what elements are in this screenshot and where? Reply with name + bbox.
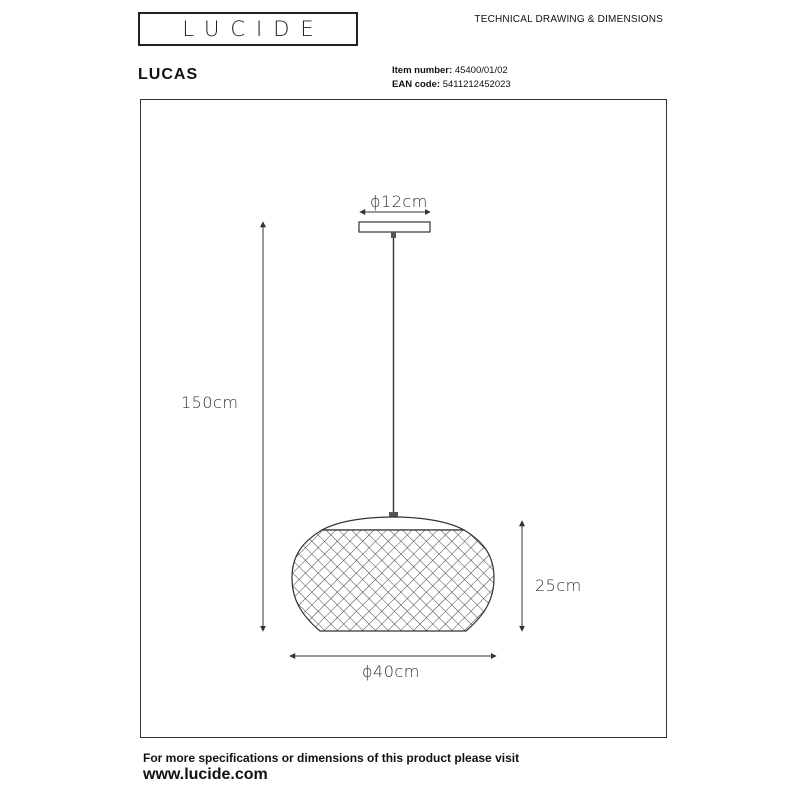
ceiling-canopy <box>359 222 430 232</box>
pendant-shade <box>292 517 494 631</box>
total-height-label: 150cm <box>181 393 239 412</box>
canopy-clip <box>391 232 396 238</box>
document-type: TECHNICAL DRAWING & DIMENSIONS <box>474 14 663 25</box>
shade-mesh-body <box>292 530 494 631</box>
ean-value: 5411212452023 <box>442 79 511 90</box>
shade-height-label: 25cm <box>535 576 582 595</box>
shade-diameter-label: ϕ40cm <box>362 662 420 681</box>
item-number-label: Item number: <box>392 65 453 76</box>
item-number-value: 45400/01/02 <box>454 65 508 76</box>
ean-label: EAN code: <box>392 79 441 90</box>
product-name: LUCAS <box>138 66 199 83</box>
shade-top-cap <box>322 517 464 530</box>
brand-logo-text: LUCIDE <box>182 17 325 41</box>
footer-url[interactable]: www.lucide.com <box>143 766 268 783</box>
footer-note: For more specifications or dimensions of this product please visit <box>143 751 520 765</box>
canopy-diameter-label: ϕ12cm <box>370 192 428 211</box>
